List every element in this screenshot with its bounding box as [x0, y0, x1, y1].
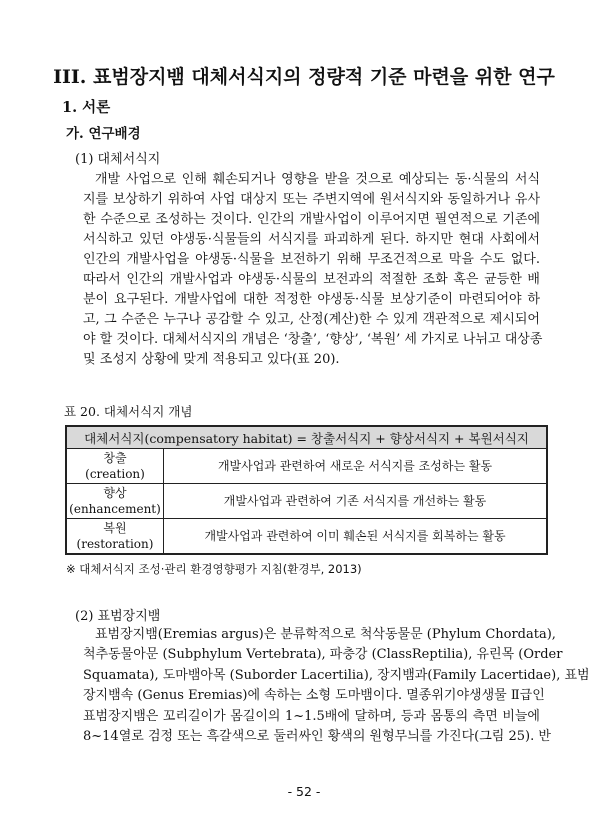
- paragraph-line: 고, 그 수준은 누구나 공감할 수 있고, 산정(계산)한 수 있게 객관적으로 제시되어: [83, 312, 540, 327]
- table-desc-cell: 개발사업과 관련하여 새로운 서식지를 조성하는 활동: [164, 449, 548, 484]
- paragraph-line: 한 수준으로 조성하는 것이다. 인간의 개발사업이 이루어지면 필연적으로 기존에: [83, 212, 540, 227]
- paragraph-line: 및 조성지 상황에 맞게 적용되고 있다(표 20).: [83, 352, 340, 367]
- table-term-cell: 창출 (creation): [66, 449, 164, 484]
- paragraph-line: 인간의 개발사업을 야생동·식물을 보전하기 위해 무조건적으로 막을 수도 없다.: [83, 252, 540, 267]
- table-term-cell: 복원 (restoration): [66, 519, 164, 555]
- concept-table: [65, 425, 548, 555]
- paragraph-line: 개발 사업으로 인해 훼손되거나 영향을 받을 것으로 예상되는 동·식물의 서식: [95, 172, 540, 187]
- paragraph-line: 척추동물아문 (Subphylum Vertebrata), 파충강 (ClassReptilia), 유린목 (Order: [83, 647, 563, 663]
- table-term-cell: 향상 (enhancement): [66, 484, 164, 519]
- item2-heading: (2) 표범장지뱀: [75, 609, 161, 624]
- paragraph-line: 서식하고 있던 야생동·식물들의 서식지를 파괴하게 된다. 하지만 현대 사회에서: [83, 232, 540, 247]
- paragraph-line: 표범장지뱀(Eremias argus)은 분류학적으로 척삭동물문 (Phylum Chordata),: [95, 627, 556, 642]
- table-source-note: ※ 대체서식지 조성·관리 환경영향평가 지침(환경부, 2013): [66, 562, 362, 576]
- paragraph-line: 따라서 인간의 개발사업과 야생동·식물의 보전과의 적절한 조화 혹은 균등한 배: [83, 272, 540, 287]
- subsection-heading: 가. 연구배경: [66, 126, 141, 142]
- paragraph-line: 장지뱀속 (Genus Eremias)에 속하는 소형 도마뱀이다. 멸종위기야생생물 Ⅱ급인: [83, 688, 545, 704]
- section-heading: 1. 서론: [62, 99, 111, 116]
- table-desc-cell: 개발사업과 관련하여 기존 서식지를 개선하는 활동: [164, 484, 548, 519]
- table-header: 대체서식지(compensatory habitat) = 창출서식지 + 향상서식지 + 복원서식지: [66, 426, 547, 449]
- paragraph-line: Squamata), 도마뱀아목 (Suborder Lacertilia), 장지뱀과(Family Lacertidae), 표범: [83, 667, 590, 683]
- page-number: - 52 -: [287, 784, 321, 799]
- table-desc-cell: 개발사업과 관련하여 이미 훼손된 서식지를 회복하는 활동: [164, 519, 548, 555]
- paragraph-line: 표범장지뱀은 꼬리길이가 몸길이의 1~1.5배에 달하며, 등과 몸통의 측면 비늘에: [83, 708, 540, 724]
- paragraph-line: 지를 보상하기 위하여 사업 대상지 또는 주변지역에 원서식지와 동일하거나 유사: [83, 192, 540, 207]
- table-caption: 표 20. 대체서식지 개념: [64, 404, 193, 419]
- paragraph-line: 8~14열로 검정 또는 흑갈색으로 둘러싸인 황색의 원형무늬를 가진다(그림 25). 반: [83, 729, 551, 744]
- paragraph-line: 분이 요구된다. 개발사업에 대한 적정한 야생동·식물 보상기준이 마련되어야 하: [83, 292, 540, 307]
- page-title: III. 표범장지뱀 대체서식지의 정량적 기준 마련을 위한 연구: [53, 66, 555, 88]
- item1-heading: (1) 대체서식지: [75, 152, 161, 167]
- paragraph-line: 야 할 것이다. 대체서식지의 개념은 ‘창출’, ‘향상’, ‘복원’ 세 가지로 나뉘고 대상종: [83, 332, 543, 347]
